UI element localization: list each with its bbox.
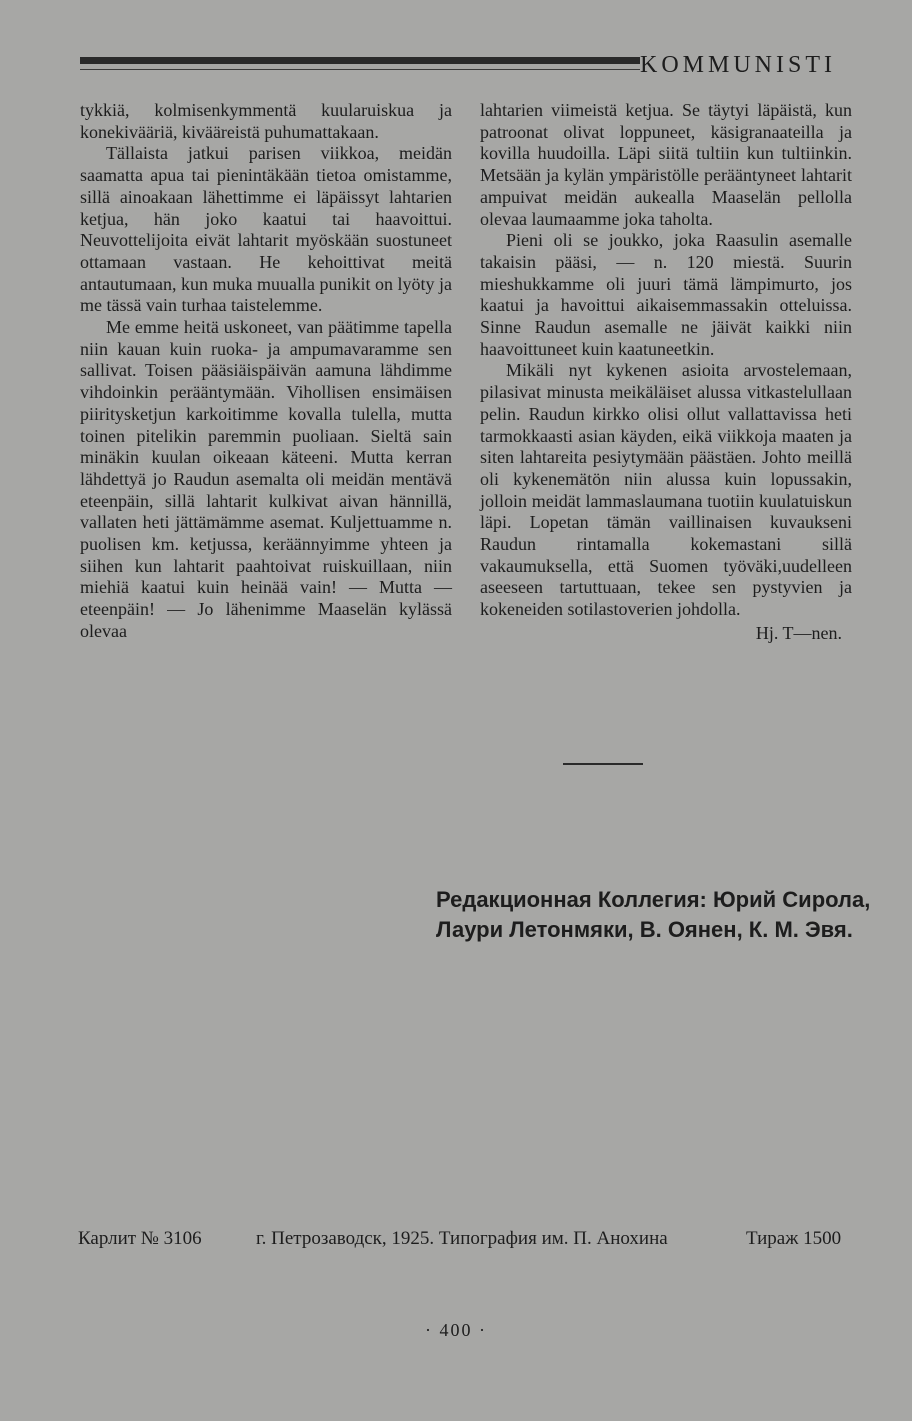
paragraph: Me emme heitä uskoneet, van päätimme tapella niin kauan kuin ruoka- ja ampumavaramme sen sallivat. Toisen pääsiäispäivän aamuna lähdimme vihdoinkin perääntymään. Vihollisen ensimäisen piiritysketjun karkoitimme kovalla tulella, mutta toinen pitelikin paremmin puoliaan. Sieltä sain minäkin kuulan oikeaan käteeni. Mutta kerran lähdettyä jo Raudun asemalta oli meidän mentävä eteenpäin, sillä lahtarit kulkivat aivan hännillä, vallaten heti jättämämme asemat. Kuljettuamme n. puolisen km. ketjussa, keräännyimme yhteen ja siihen kun lahtarit paahtoivat ruiskuillaan, niin miehiä kaatui kuin heinää vain! — Mutta — eteenpäin! — Jo lähenimme Maaselän kylässä olevaa: [80, 317, 452, 641]
article-right-column: [480, 100, 852, 645]
paragraph: Mikäli nyt kykenen asioita arvostelemaan, pilasivat minusta meikäläiset alussa vitkastelullaan pelin. Raudun kirkko olisi ollut vallattavissa heti tarmokkaasti asian käyden, eikä viikkoja maaten ja siten lahtareita pesiytymään päästäen. Johto meillä oli kykenemätön niin alussa kuin lopussakin, jolloin meidät lammaslaumana tuotiin kuulatuiskun läpi. Lopetan tämän vaillinaisen kuvaukseni Raudun rintamalla kokemastani sillä vakaumuksella, että Suomen työväki,uudelleen aseeseen tartuttuaan, tekee sen pystyvien ja kokeneiden sotilastoverien johdolla.: [480, 360, 852, 620]
page-number: · 400 ·: [425, 1320, 487, 1340]
author-signature: Hj. T—nen.: [755, 622, 842, 643]
article-left-column: [80, 100, 452, 643]
imprint-karlit: Карлит № 3106: [78, 1228, 202, 1249]
paragraph: Pieni oli se joukko, joka Raasulin asemalle takaisin pääsi, — n. 120 miestä. Suurin mieshukkamme oli juuri tämä lämpimurto, jos kaatui ja havoittui aikaisemmassakin otteluissa. Sinne Raudun asemalle ne jäivät kaikki niin haavoittuneet kuin kaatuneetkin.: [480, 230, 852, 359]
paragraph: lahtarien viimeistä ketjua. Se täytyi läpäistä, kun patroonat olivat loppuneet, käsigranaateilla ja kovilla huudoilla. Läpi siitä tultiin kun tultiinkin. Metsään ja kylän ympäristölle perääntyneet lahtarit ampuivat meidän aukealla Maaselän pellolla olevaa laumaamme joka taholta.: [480, 100, 852, 229]
imprint-circulation: Тираж 1500: [746, 1228, 842, 1249]
paragraph: tykkiä, kolmisenkymmentä kuularuiskua ja konekivääriä, kivääreistä puhumattakaan.: [80, 100, 452, 142]
header-rule: [80, 57, 640, 64]
editorial-board: [436, 885, 871, 945]
imprint-press: г. Петрозаводск, 1925. Типография им. П. Анохина: [256, 1228, 668, 1249]
header-rule-thin: [80, 69, 640, 70]
paragraph: Tällaista jatkui parisen viikkoa, meidän saamatta apua tai pienintäkään tietoa omistamme, sillä ainoakaan lähettimme ei läpäissyt lahtarien ketjua, hän joko kaatui tai haavoittui. Neuvottelijoita eivät lahtarit myöskään suostuneet ottamaan vastaan. He kehoittivat meitä antautumaan, kun muka muualla punikit on lyöty ja me tässä vain turhaa taistelemme.: [80, 143, 452, 316]
section-divider: [563, 763, 643, 765]
running-title: KOMMUNISTI: [640, 52, 836, 78]
editorial-board-line-2: Лаури Летонмяки, В. Оянен, К. М. Эвя.: [436, 917, 853, 942]
editorial-board-line-1: Редакционная Коллегия: Юрий Сирола,: [436, 887, 871, 912]
